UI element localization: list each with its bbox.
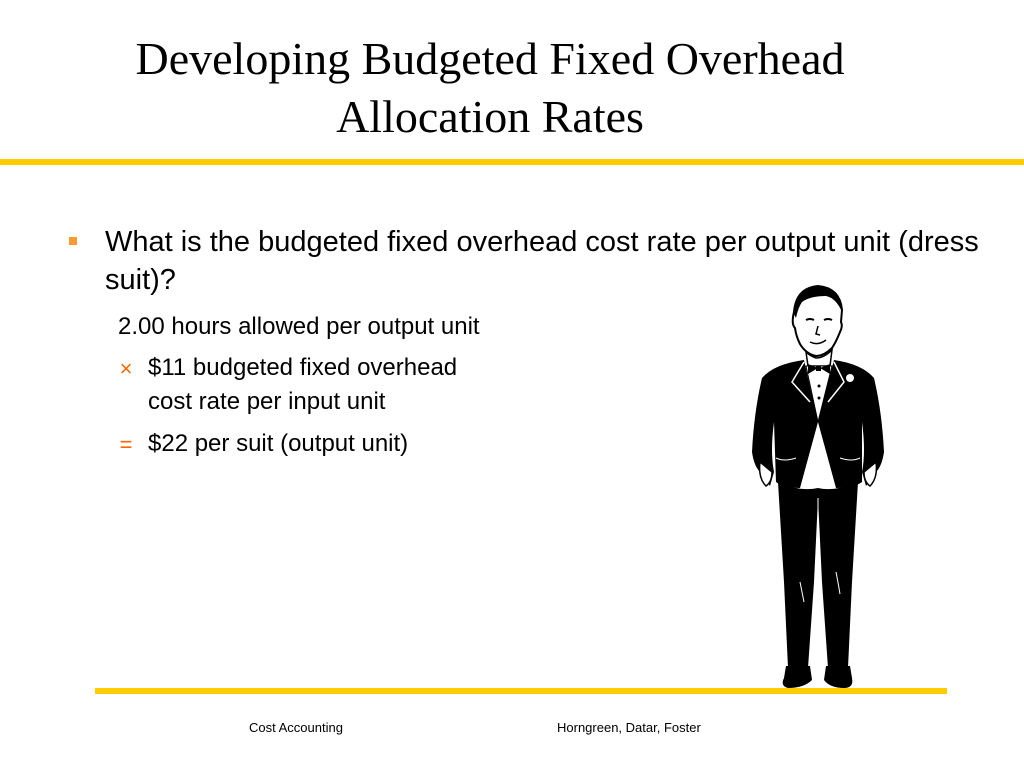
footer-course-title: Cost Accounting xyxy=(249,720,343,735)
top-rule xyxy=(0,159,1024,165)
equals-icon: = xyxy=(119,432,133,457)
bottom-rule xyxy=(95,688,947,694)
slide-title xyxy=(0,30,980,146)
footer-authors: Horngreen, Datar, Foster xyxy=(557,720,701,735)
title-line-1: Developing Budgeted Fixed Overhead xyxy=(135,33,845,84)
hours-per-unit-line: 2.00 hours allowed per output unit xyxy=(118,313,480,340)
square-bullet-icon xyxy=(69,237,77,245)
man-in-tuxedo-illustration xyxy=(744,282,890,692)
rate-per-input-line: $11 budgeted fixed overhead cost rate per input unit xyxy=(148,354,458,415)
question-text: What is the budgeted fixed overhead cost rate per output unit (dress suit)? xyxy=(105,226,979,296)
multiply-icon: × xyxy=(119,356,133,381)
title-line-2: Allocation Rates xyxy=(336,91,644,142)
result-line: $22 per suit (output unit) xyxy=(148,430,409,457)
